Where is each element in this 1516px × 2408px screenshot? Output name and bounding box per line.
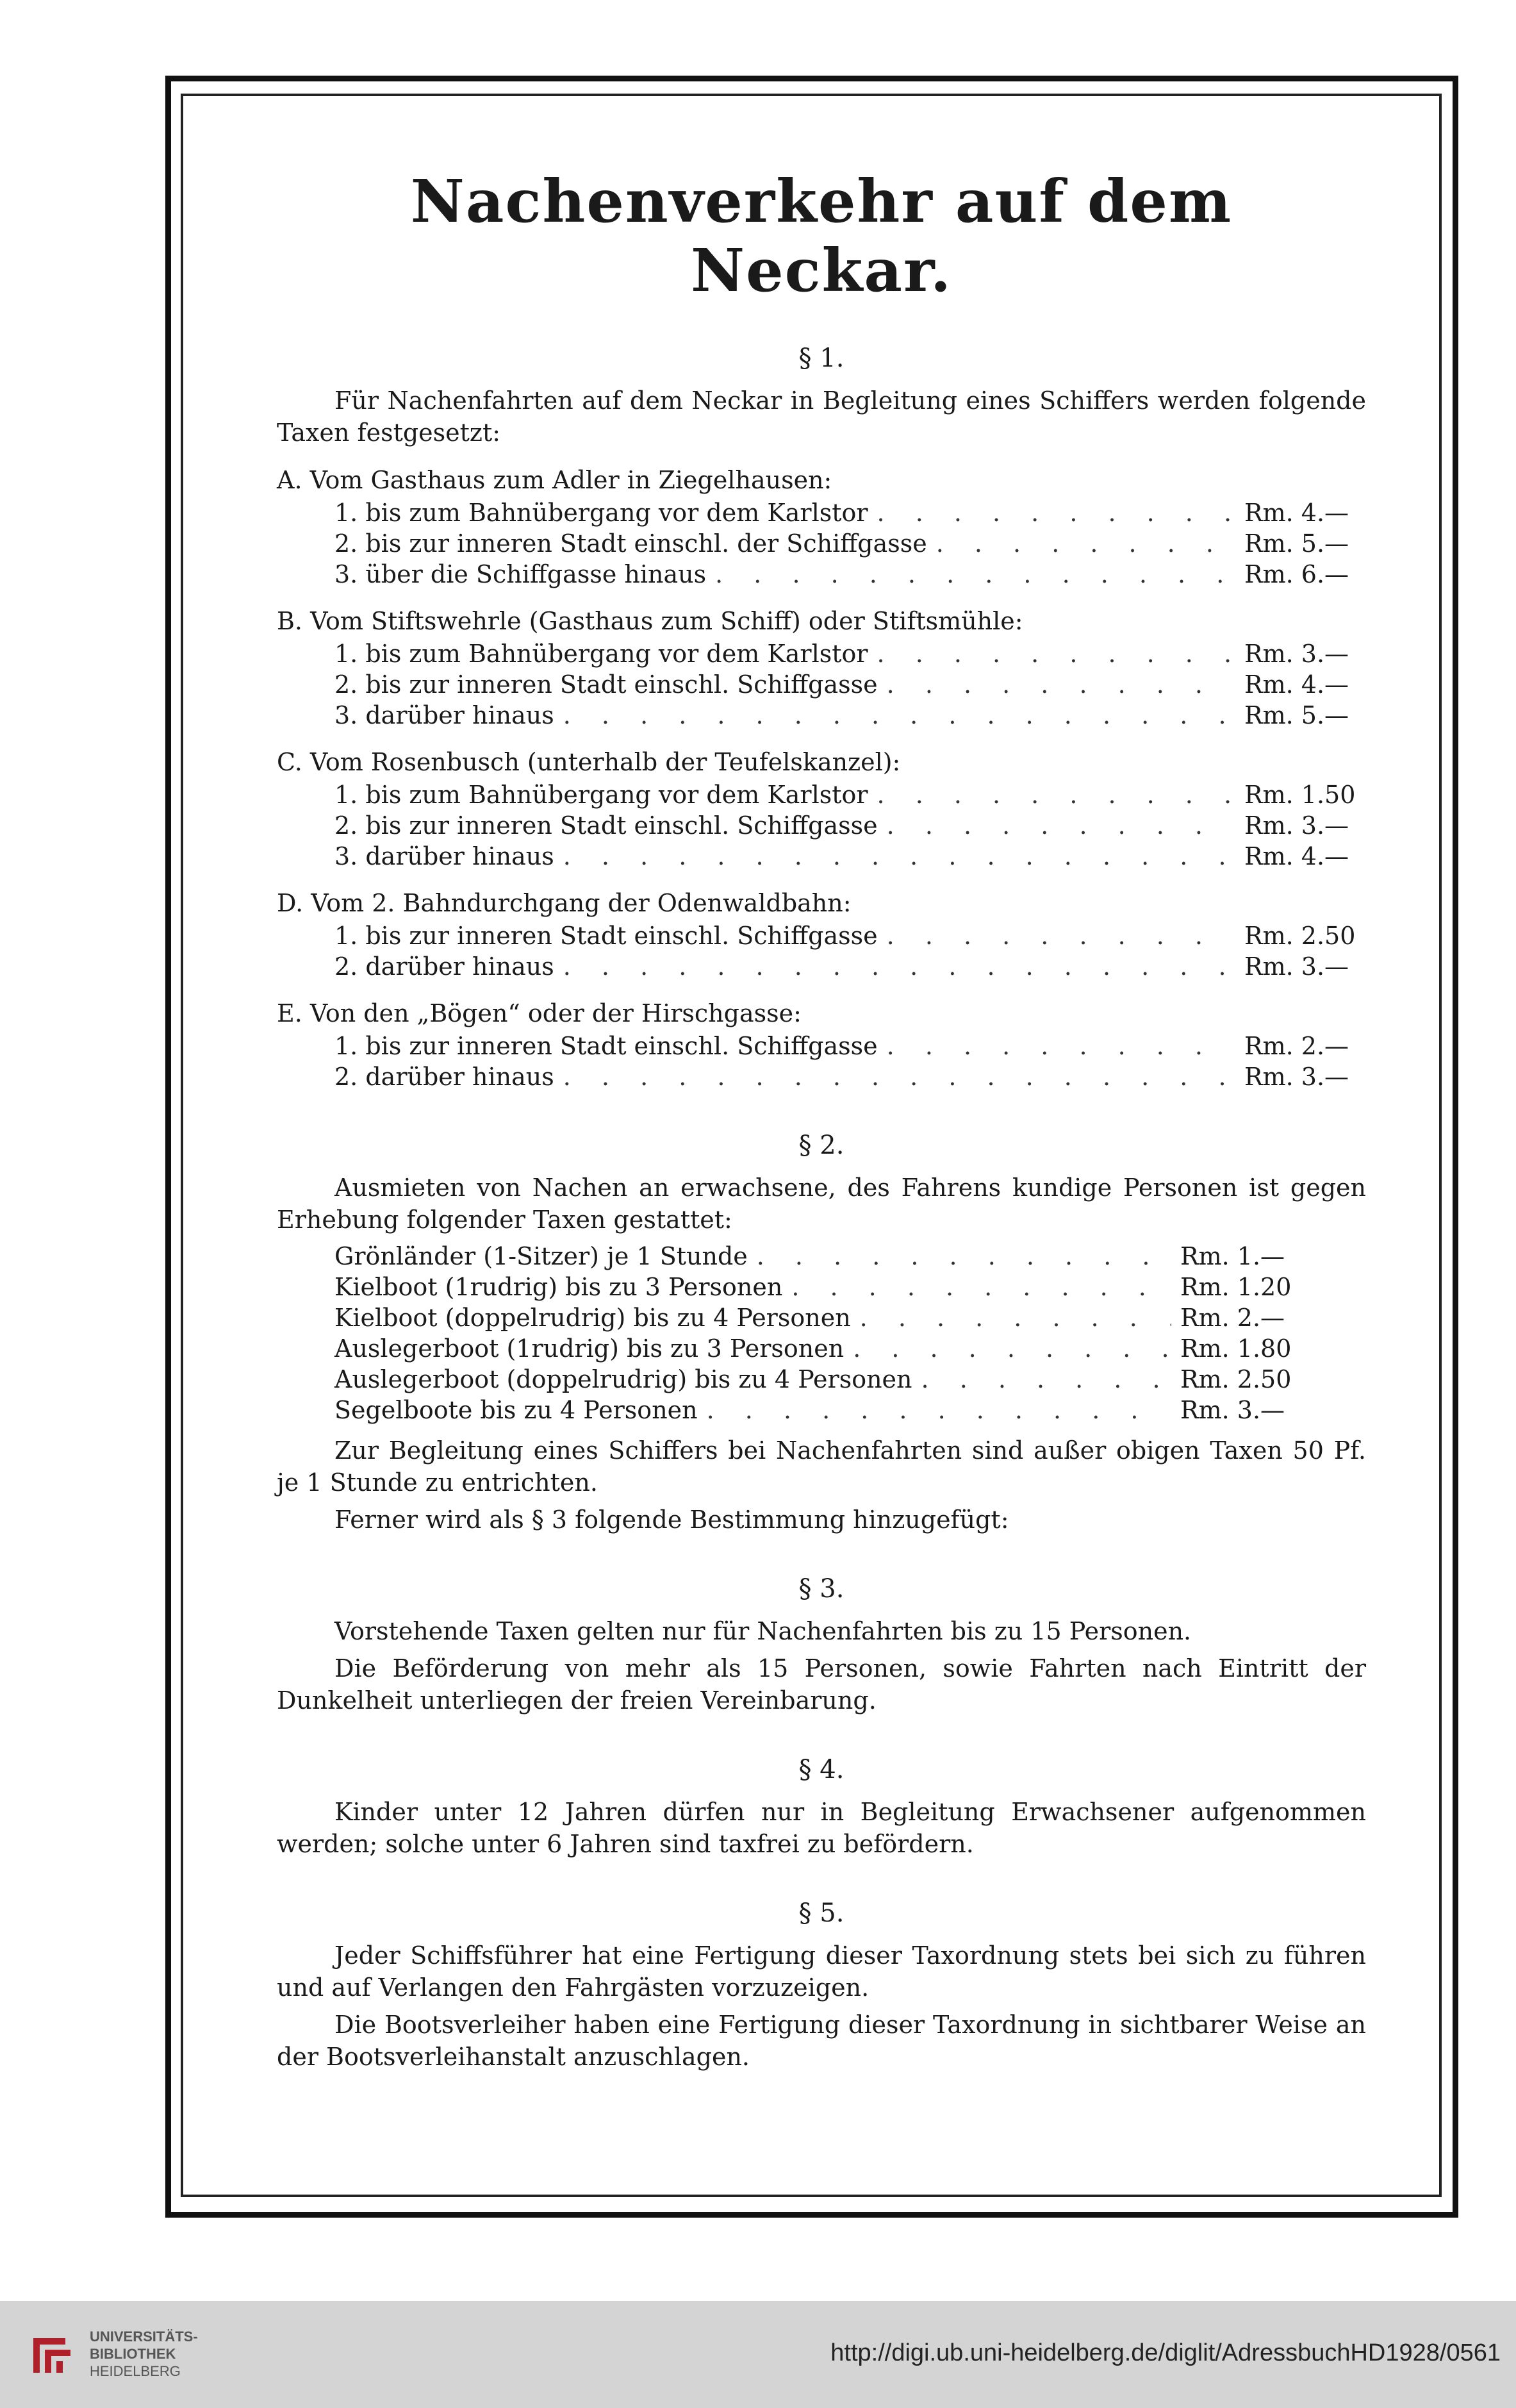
page-title: Nachenverkehr auf dem Neckar. <box>410 167 1233 305</box>
rate-row: 3. darüber hinaus . . . Rm. 5.— <box>334 700 1366 731</box>
rate-row: 2. bis zur inneren Stadt einschl. der Schiffgasse . . . Rm. 5.— <box>334 528 1366 559</box>
rate-row: 1. bis zum Bahnübergang vor dem Karlstor . . . Rm. 3.— <box>334 638 1366 669</box>
section-c-head: C. Vom Rosenbusch (unterhalb der Teufelskanzel): <box>277 748 901 776</box>
rate-row: 2. bis zur inneren Stadt einschl. Schiffgasse . . . Rm. 3.— <box>334 810 1366 841</box>
boat-rental-rates <box>277 1241 1366 1425</box>
section-e <box>277 997 1366 1092</box>
paragraph-2-note-1: Zur Begleitung eines Schiffers bei Nachenfahrten sind außer obigen Taxen 50 Pf. je 1 Stunde zu entrichten. <box>277 1436 1366 1497</box>
library-name: UNIVERSITÄTS- BIBLIOTHEK HEIDELBERG <box>90 2329 198 2379</box>
rate-row: 3. über die Schiffgasse hinaus . . . Rm. 6.— <box>334 559 1366 590</box>
paragraph-3-sign: § 3. <box>798 1574 845 1604</box>
paragraph-5-text-2: Die Bootsverleiher haben eine Fertigung dieser Taxordnung in sichtbarer Weise an der Bootsverleihanstalt anzuschlagen. <box>277 2011 1366 2071</box>
rate-row: Grönländer (1-Sitzer) je 1 Stunde . . . Rm. 1.— <box>334 1241 1302 1272</box>
paragraph-2-sign: § 2. <box>798 1131 845 1160</box>
section-d-head: D. Vom 2. Bahndurchgang der Odenwaldbahn: <box>277 889 852 917</box>
rate-row: Segelboote bis zu 4 Personen . . . Rm. 3.— <box>334 1395 1302 1425</box>
rate-row: 1. bis zum Bahnübergang vor dem Karlstor . . . Rm. 4.— <box>334 497 1366 528</box>
rate-row: Auslegerboot (1rudrig) bis zu 3 Personen . . . Rm. 1.80 <box>334 1333 1302 1364</box>
section-d <box>277 887 1366 982</box>
rate-row: 1. bis zur inneren Stadt einschl. Schiffgasse . . . Rm. 2.— <box>334 1031 1366 1061</box>
paragraph-4-text-1: Kinder unter 12 Jahren dürfen nur in Begleitung Erwachsener aufgenommen werden; solche unter 6 Jahren sind taxfrei zu befördern. <box>277 1798 1366 1858</box>
section-c <box>277 746 1366 872</box>
rate-row: 3. darüber hinaus . . . Rm. 4.— <box>334 841 1366 872</box>
paragraph-1-intro: Für Nachenfahrten auf dem Neckar in Begleitung eines Schiffers werden folgende Taxen festgesetzt: <box>277 386 1366 447</box>
section-b-head: B. Vom Stiftswehrle (Gasthaus zum Schiff) oder Stiftsmühle: <box>277 607 1023 635</box>
rate-row: 1. bis zum Bahnübergang vor dem Karlstor . . . Rm. 1.50 <box>334 779 1366 810</box>
paragraph-2-note-2: Ferner wird als § 3 folgende Bestimmung hinzugefügt: <box>334 1506 1009 1534</box>
section-a-head: A. Vom Gasthaus zum Adler in Ziegelhausen: <box>277 466 832 494</box>
rate-row: 2. bis zur inneren Stadt einschl. Schiffgasse . . . Rm. 4.— <box>334 669 1366 700</box>
document-content <box>277 167 1366 2078</box>
permalink-url[interactable]: http://digi.ub.uni-heidelberg.de/diglit/AdressbuchHD1928/0561 <box>830 2339 1501 2366</box>
library-logo-icon <box>31 2333 76 2378</box>
rate-row: Kielboot (1rudrig) bis zu 3 Personen . . . Rm. 1.20 <box>334 1272 1302 1302</box>
rate-row: 2. darüber hinaus . . . Rm. 3.— <box>334 1061 1366 1092</box>
rate-row: 1. bis zur inneren Stadt einschl. Schiffgasse . . . Rm. 2.50 <box>334 920 1366 951</box>
paragraph-2-intro: Ausmieten von Nachen an erwachsene, des Fahrens kundige Personen ist gegen Erhebung folgender Taxen gestattet: <box>277 1174 1366 1234</box>
rate-row: Auslegerboot (doppelrudrig) bis zu 4 Personen . . . Rm. 2.50 <box>334 1364 1302 1395</box>
paragraph-1-sign: § 1. <box>798 344 845 373</box>
section-e-head: E. Von den „Bögen“ oder der Hirschgasse: <box>277 999 802 1027</box>
paragraph-5-text-1: Jeder Schiffsführer hat eine Fertigung dieser Taxordnung stets bei sich zu führen und auf Verlangen den Fahrgästen vorzuzeigen. <box>277 1941 1366 2002</box>
section-b <box>277 605 1366 731</box>
section-a <box>277 464 1366 590</box>
paragraph-3-text-2: Die Beförderung von mehr als 15 Personen, sowie Fahrten nach Eintritt der Dunkelheit unterliegen der freien Vereinbarung. <box>277 1654 1366 1715</box>
footer-bar <box>0 2301 1516 2408</box>
paragraph-4-sign: § 4. <box>798 1755 845 1784</box>
rate-row: Kielboot (doppelrudrig) bis zu 4 Personen . . . Rm. 2.— <box>334 1302 1302 1333</box>
paragraph-5-sign: § 5. <box>798 1898 845 1928</box>
paragraph-3-text-1: Vorstehende Taxen gelten nur für Nachenfahrten bis zu 15 Personen. <box>334 1617 1192 1645</box>
rate-row: 2. darüber hinaus . . . Rm. 3.— <box>334 951 1366 982</box>
